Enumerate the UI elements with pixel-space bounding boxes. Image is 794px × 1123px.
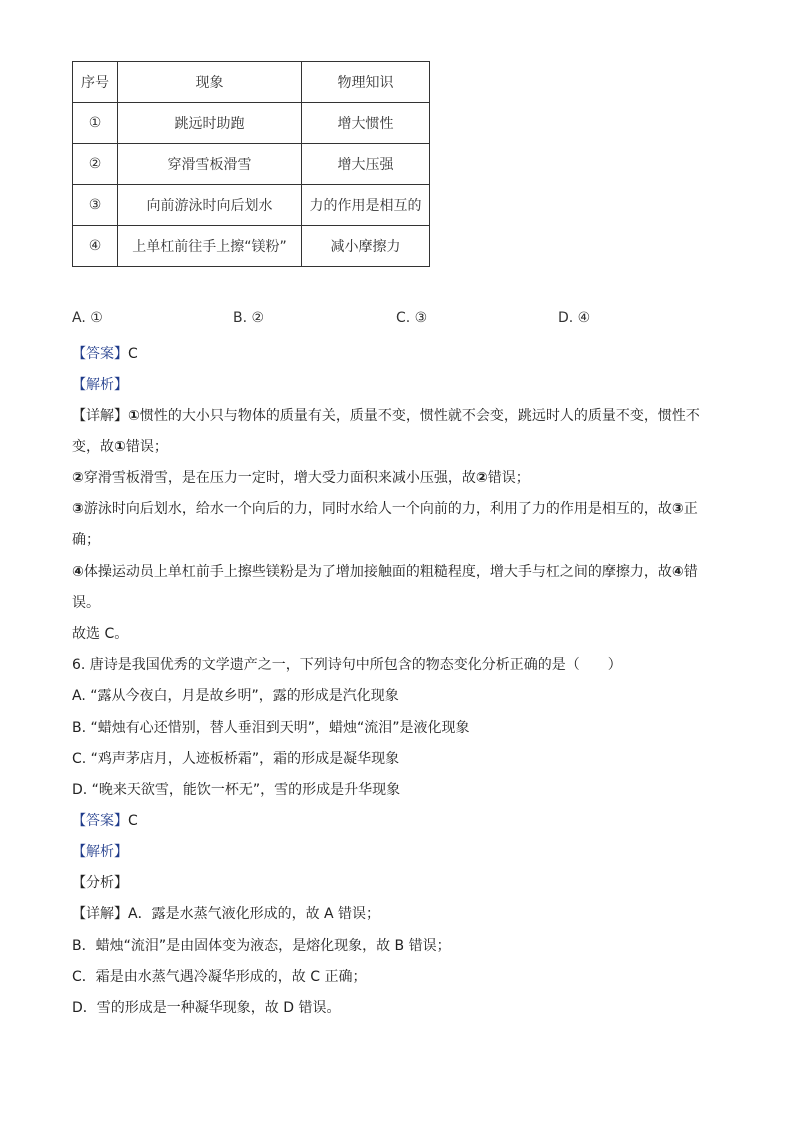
circled-mark: ② (475, 470, 488, 486)
table-cell: 跳远时助跑 (118, 103, 302, 144)
header-cell: 现象 (118, 62, 302, 103)
q5-detail-line-2 (72, 436, 168, 456)
detail-text: 错误； (487, 470, 530, 486)
header-cell: 序号 (73, 62, 118, 103)
table-cell: 减小摩擦力 (302, 226, 430, 267)
analysis-tag: 【解析】 (72, 377, 128, 393)
detail-text: 游泳时向后划水，给水一个向后的力，同时水给人一个向前的力，利用了力的作用是相互的，故 (83, 501, 672, 517)
q5-option-b: B. ② (233, 310, 265, 326)
detail-text: 正 (683, 501, 698, 517)
table-cell: 穿滑雪板滑雪 (118, 144, 302, 185)
q6-detail-b: B．蜡烛“流泪”是由固体变为液态，是熔化现象，故 B 错误； (72, 938, 451, 954)
q5-detail-line-1 (72, 405, 700, 425)
circled-mark: ① (114, 439, 126, 455)
q6-detail-a (72, 903, 380, 923)
circled-mark: ③ (671, 501, 684, 517)
table-cell: 向前游泳时向后划水 (118, 185, 302, 226)
table-cell: 上单杠前往手上擦“镁粉” (118, 226, 302, 267)
detail-tag: 【详解】 (72, 906, 128, 922)
table-row (73, 144, 430, 185)
detail-text: 变，故 (72, 439, 114, 455)
table-cell: 增大惯性 (302, 103, 430, 144)
q6-option-b: B. “蜡烛有心还惜别，替人垂泪到天明”，蜡烛“流泪”是液化现象 (72, 720, 470, 736)
q6-detail-c: C．霜是由水蒸气遇冷凝华形成的，故 C 正确； (72, 969, 367, 985)
answer-tag: 【答案】 (72, 813, 128, 829)
q6-option-a: A. “露从今夜白，月是故乡明”，露的形成是汽化现象 (72, 688, 399, 704)
table-cell: ④ (73, 226, 118, 267)
q5-answer (72, 343, 138, 363)
detail-text: 穿滑雪板滑雪，是在压力一定时，增大受力面积来减小压强，故 (83, 470, 476, 486)
q5-conclusion: 故选 C。 (72, 626, 129, 642)
header-cell: 物理知识 (302, 62, 430, 103)
circled-mark: ① (128, 408, 140, 424)
detail-text: 惯性的大小只与物体的质量有关，质量不变，惯性就不会变，跳远时人的质量不变，惯性不 (139, 408, 700, 424)
answer-value: C (128, 346, 138, 362)
q5-option-d: D. ④ (558, 310, 591, 326)
table-cell: 增大压强 (302, 144, 430, 185)
q6-option-c: C. “鸡声茅店月，人迹板桥霜”，霜的形成是凝华现象 (72, 751, 400, 767)
q6-analysis-tag (72, 841, 128, 861)
q5-detail-line-6 (72, 561, 698, 581)
detail-text: 确； (72, 532, 100, 548)
q5-option-c: C. ③ (396, 310, 428, 326)
table-cell: ② (73, 144, 118, 185)
table-cell: 力的作用是相互的 (302, 185, 430, 226)
table-cell: ③ (73, 185, 118, 226)
q5-detail-line-3 (72, 467, 530, 487)
q5-analysis-tag (72, 374, 128, 394)
q5-option-a: A. ① (72, 310, 103, 326)
q6-stem: 6. 唐诗是我国优秀的文学遗产之一，下列诗句中所包含的物态变化分析正确的是（ ） (72, 657, 622, 673)
answer-value: C (128, 813, 138, 829)
q6-detail-d: D．雪的形成是一种凝华现象，故 D 错误。 (72, 1000, 341, 1016)
analysis-tag: 【解析】 (72, 844, 128, 860)
table-row (73, 226, 430, 267)
table-cell: ① (73, 103, 118, 144)
detail-text: A．露是水蒸气液化形成的，故 A 错误； (128, 906, 381, 922)
q6-fenxi-tag: 【分析】 (72, 875, 128, 891)
q6-option-d: D. “晚来天欲雪，能饮一杯无”，雪的形成是升华现象 (72, 782, 401, 798)
detail-text: 误。 (72, 595, 100, 611)
q5-options (72, 310, 672, 330)
q5-detail-line-5 (72, 529, 100, 549)
table-row (73, 185, 430, 226)
q6-answer (72, 810, 138, 830)
circled-mark: ② (72, 470, 84, 486)
detail-tag: 【详解】 (72, 408, 128, 424)
answer-tag: 【答案】 (72, 346, 128, 362)
detail-text: 错 (683, 564, 698, 580)
q5-detail-line-4 (72, 498, 698, 518)
circled-mark: ④ (671, 564, 684, 580)
table-header-row (73, 62, 430, 103)
detail-text: 错误； (125, 439, 168, 455)
table-row (73, 103, 430, 144)
circled-mark: ④ (72, 564, 84, 580)
circled-mark: ③ (72, 501, 84, 517)
physics-table (72, 61, 430, 267)
q5-detail-line-7 (72, 592, 100, 612)
detail-text: 体操运动员上单杠前手上擦些镁粉是为了增加接触面的粗糙程度，增大手与杠之间的摩擦力，故 (83, 564, 672, 580)
